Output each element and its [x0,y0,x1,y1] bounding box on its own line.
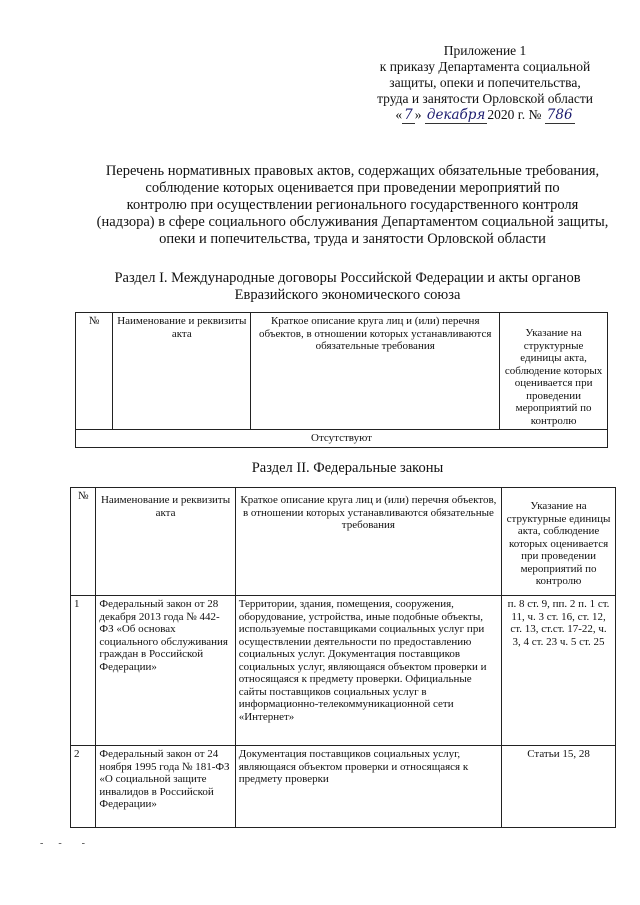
appendix-line: защиты, опеки и попечительства, [389,75,581,90]
appendix-title: Приложение 1 [443,43,527,58]
row-desc: Документация поставщиков социальных услуг, являющаяся объектом проверки и относящаяся к предмету проверки [235,746,501,828]
table-row [71,596,616,746]
row-name: Федеральный закон от 28 декабря 2013 года № 442-ФЗ «Об основах социального обслуживания граждан в Российской Федерации» [96,596,235,746]
col-header-desc: Краткое описание круга лиц и (или) перечня объектов, в отношении которых устанавливаются обязательные требования [235,488,501,596]
order-number: 786 [546,107,573,123]
table-row [71,746,616,828]
section2-table [70,487,616,828]
empty-note: Отсутствуют [76,430,608,448]
section1-title: Раздел I. Международные договоры Российской Федерации и акты органов Евразийского экономического союза [114,270,581,303]
appendix-line: труда и занятости Орловской области [377,91,593,106]
col-header-name: Наименование и реквизиты акта [96,488,235,596]
col-header-num: № [76,313,113,430]
row-num: 1 [71,596,96,746]
order-year: 2020 г. № [487,107,542,122]
row-ref: п. 8 ст. 9, пп. 2 п. 1 ст. 11, ч. 3 ст. 16, ст. 12, ст. 13, ст.ст. 17-22, ч. 3, 4 ст. 23 ч. 5 ст. 25 [502,596,616,746]
order-day: 7 [404,107,413,123]
order-month: декабря [426,107,486,123]
section1-table [75,312,608,448]
section2-title: Раздел II. Федеральные законы [251,460,444,476]
row-ref: Статьи 15, 28 [502,746,616,828]
col-header-num: № [71,488,96,596]
row-desc: Территории, здания, помещения, сооружения, оборудование, устройства, иные подобные объекты, используемые поставщиками социальных услуг при осуществлении деятельности по предоставлению социальных услуг. Документация поставщиков социальных услуг, являющаяся объектом проверки и относящаяся к предмету проверки. Официальные сайты поставщиков социальных услуг в информационно-телекоммуникационной сети «Интернет» [235,596,501,746]
scan-mark: - - - [40,838,85,849]
row-num: 2 [71,746,96,828]
col-header-name: Наименование и реквизиты акта [113,313,251,430]
col-header-desc: Краткое описание круга лиц и (или) перечня объектов, в отношении которых устанавливаются обязательные требования [251,313,500,430]
order-date-line: « 7 » декабря 2020 г. № 786 [395,107,573,123]
appendix-line: к приказу Департамента социальной [379,59,591,74]
col-header-ref: Указание на структурные единицы акта, соблюдение которых оценивается при проведении мероприятий по контролю [502,488,616,596]
col-header-ref: Указание на структурные единицы акта, соблюдение которых оценивается при проведении мероприятий по контролю [500,313,608,430]
document-title: Перечень нормативных правовых актов, содержащих обязательные требования, соблюдение которых оценивается при проведении мероприятий по контролю при осуществлении регионального государственного контроля (надзора) в сфере социального обслуживания Департаментом социальной защиты, опеки и попечительства, труда и занятости Орловской области [96,163,609,247]
row-name: Федеральный закон от 24 ноября 1995 года № 181-ФЗ «О социальной защите инвалидов в Российской Федерации» [96,746,235,828]
appendix-block [360,43,610,124]
